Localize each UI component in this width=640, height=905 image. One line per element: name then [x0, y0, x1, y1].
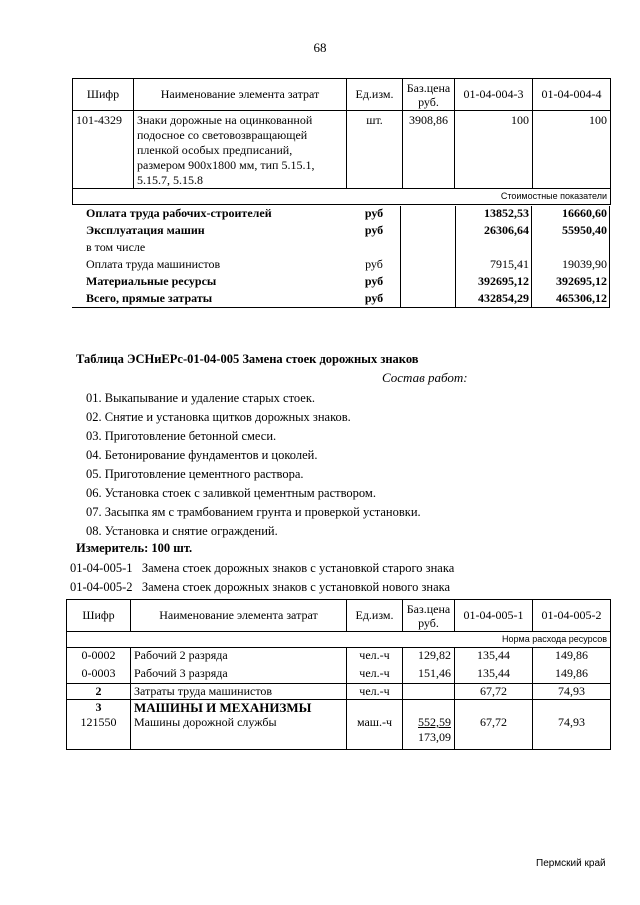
- cost-unit: руб: [364, 291, 384, 305]
- row-price-2: 173,09: [418, 730, 451, 744]
- cost-row: [72, 274, 610, 291]
- row-price: [403, 684, 455, 700]
- cost-value-1: 26306,64: [484, 223, 529, 237]
- work-item: 01. Выкапывание и удаление старых стоек.: [86, 391, 316, 405]
- works-title: Состав работ:: [382, 370, 468, 385]
- cost-name: Всего, прямые затраты: [86, 291, 213, 305]
- cost-unit: руб: [365, 257, 383, 271]
- resource-table: [66, 599, 611, 750]
- variant-2: [70, 578, 454, 597]
- cost-unit: руб: [364, 206, 384, 220]
- cost-rows: [72, 206, 610, 308]
- footer: Пермский край: [536, 858, 606, 869]
- row-value-1: 67,72: [455, 684, 533, 700]
- cost-name: в том числе: [86, 240, 146, 254]
- work-item: 04. Бетонирование фундаментов и цоколей.: [86, 448, 318, 462]
- row-price: 151,46: [403, 666, 455, 684]
- work-item: 08. Установка и снятие ограждений.: [86, 524, 278, 538]
- cost-value-1: 432854,29: [478, 291, 529, 305]
- row-price: 552,59: [418, 715, 451, 729]
- cost-value-1: [454, 240, 532, 257]
- item-unit: шт.: [347, 111, 403, 189]
- cost-name: Материальные ресурсы: [86, 274, 217, 288]
- header-variant-1: 01-04-004-3: [455, 79, 533, 111]
- header-code: Шифр: [67, 600, 131, 632]
- row-name: Машины дорожной службы: [131, 715, 347, 749]
- cost-value-2: 19039,90: [562, 257, 607, 271]
- variants: [70, 559, 454, 597]
- work-item: 03. Приготовление бетонной смеси.: [86, 429, 277, 443]
- row-value-2: 149,86: [533, 648, 611, 666]
- cost-table-1: [72, 78, 611, 205]
- cost-value-2: [532, 240, 610, 257]
- header-variant-1: 01-04-005-1: [455, 600, 533, 632]
- header-variant-2: 01-04-005-2: [533, 600, 611, 632]
- section-label: Стоимостные показатели: [455, 189, 611, 205]
- item-price: 3908,86: [403, 111, 455, 189]
- item-value-2: 100: [533, 111, 611, 189]
- cost-unit: [346, 240, 402, 257]
- cost-unit: руб: [364, 274, 384, 288]
- cost-value-1: 392695,12: [478, 274, 529, 288]
- cost-value-2: 392695,12: [556, 274, 607, 288]
- cost-value-1: 7915,41: [490, 257, 529, 271]
- work-item: 06. Установка стоек с заливкой цементным раствором.: [86, 486, 376, 500]
- divider: [72, 307, 610, 308]
- row-name: Рабочий 2 разряда: [131, 648, 347, 666]
- header-unit: Ед.изм.: [347, 79, 403, 111]
- variant-code: 01-04-005-2: [70, 580, 133, 594]
- works-list: [86, 389, 421, 541]
- cost-value-2: 465306,12: [556, 291, 607, 305]
- item-name: Знаки дорожные на оцинкованной подосное со световозвращающей пленкой особых предписаний, размером 900x1800 мм, тип 5.15.1, 5.15.7, 5.15.8: [134, 111, 347, 189]
- row-value-1: 67,72: [455, 715, 533, 749]
- section-title: Таблица ЭСНиЕРс-01-04-005 Замена стоек дорожных знаков: [76, 352, 419, 366]
- row-price: 129,82: [403, 648, 455, 666]
- header-price: Баз.цена руб.: [403, 600, 455, 632]
- work-item: 05. Приготовление цементного раствора.: [86, 467, 304, 481]
- row-code: 121550: [67, 715, 131, 749]
- cost-name: Эксплуатация машин: [86, 223, 205, 237]
- row-unit: чел.-ч: [347, 648, 403, 666]
- variant-text: Замена стоек дорожных знаков с установкой нового знака: [141, 580, 451, 594]
- row-value-2: 74,93: [533, 684, 611, 700]
- cost-row: [72, 240, 610, 257]
- cost-name: Оплата труда машинистов: [86, 257, 221, 271]
- row-value-1: 135,44: [455, 666, 533, 684]
- section-label: Норма расхода ресурсов: [455, 632, 611, 648]
- variant-text: Замена стоек дорожных знаков с установкой старого знака: [141, 561, 455, 575]
- row-unit: чел.-ч: [347, 666, 403, 684]
- cost-row: [72, 206, 610, 223]
- row-value-2: 149,86: [533, 666, 611, 684]
- row-code: 0-0002: [67, 648, 131, 666]
- item-value-1: 100: [455, 111, 533, 189]
- row-unit: маш.-ч: [347, 715, 403, 749]
- row-name: Затраты труда машинистов: [131, 684, 347, 700]
- variant-1: [70, 559, 454, 578]
- row-code: 0-0003: [67, 666, 131, 684]
- row-value-2: 74,93: [533, 715, 611, 749]
- variant-code: 01-04-005-1: [70, 561, 133, 575]
- item-code: 101-4329: [73, 111, 134, 189]
- header-variant-2: 01-04-004-4: [533, 79, 611, 111]
- cost-value-1: 13852,53: [484, 206, 529, 220]
- row-code: 3: [67, 700, 131, 716]
- row-unit: чел.-ч: [347, 684, 403, 700]
- cost-value-2: 55950,40: [562, 223, 607, 237]
- header-name: Наименование элемента затрат: [134, 79, 347, 111]
- cost-row: [72, 257, 610, 274]
- page-number: 68: [313, 40, 327, 55]
- cost-value-2: 16660,60: [562, 206, 607, 220]
- row-code: 2: [67, 684, 131, 700]
- row-name: Рабочий 3 разряда: [131, 666, 347, 684]
- cost-row: [72, 291, 610, 308]
- header-code: Шифр: [73, 79, 134, 111]
- header-price: Баз.цена руб.: [403, 79, 455, 111]
- work-item: 07. Засыпка ям с трамбованием грунта и проверкой установки.: [86, 505, 421, 519]
- header-name: Наименование элемента затрат: [131, 600, 347, 632]
- row-value-1: 135,44: [455, 648, 533, 666]
- cost-name: Оплата труда рабочих-строителей: [86, 206, 272, 220]
- cost-row: [72, 223, 610, 240]
- cost-unit: руб: [364, 223, 384, 237]
- work-item: 02. Снятие и установка щитков дорожных знаков.: [86, 410, 351, 424]
- header-unit: Ед.изм.: [347, 600, 403, 632]
- row-name: МАШИНЫ И МЕХАНИЗМЫ: [131, 700, 347, 716]
- meter: Измеритель: 100 шт.: [76, 541, 193, 555]
